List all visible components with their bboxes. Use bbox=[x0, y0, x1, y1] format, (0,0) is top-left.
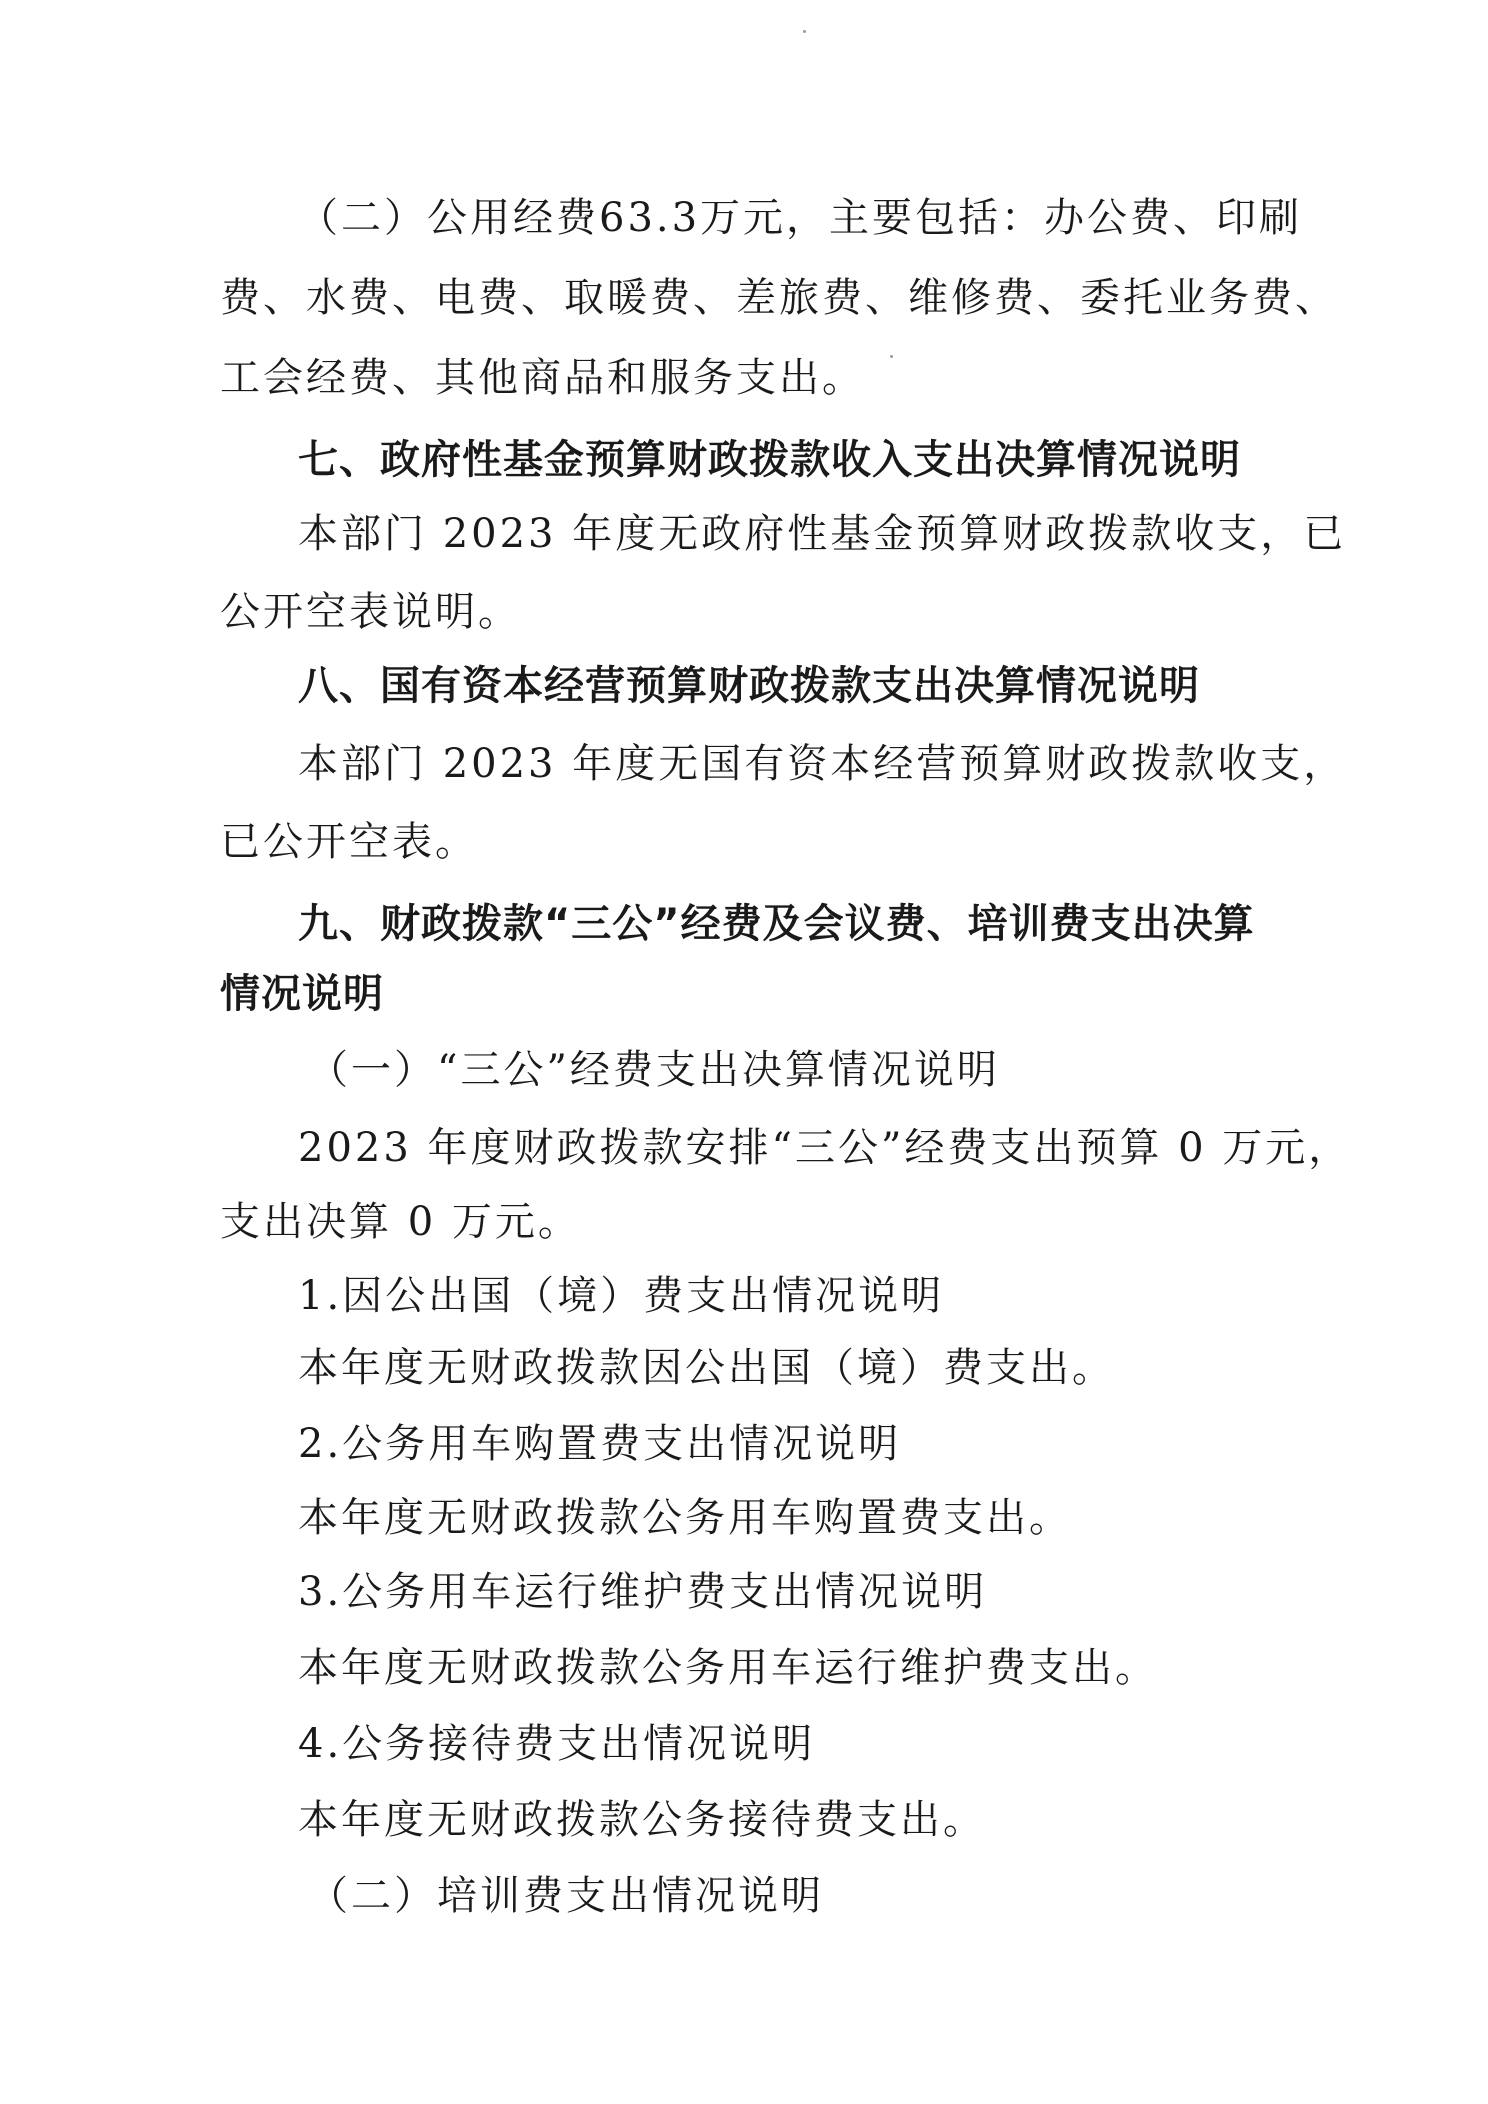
scan-speck bbox=[803, 30, 806, 33]
item-title: 4.公务接待费支出情况说明 bbox=[298, 1721, 816, 1767]
section-heading: 七、政府性基金预算财政拨款收入支出决算情况说明 bbox=[298, 437, 1241, 483]
item-title: 1.因公出国（境）费支出情况说明 bbox=[298, 1273, 945, 1319]
subsection-heading: （一）“三公”经费支出决算情况说明 bbox=[308, 1047, 1000, 1093]
paragraph-line: 费、水费、电费、取暖费、差旅费、维修费、委托业务费、 bbox=[220, 275, 1338, 321]
item-body: 本年度无财政拨款因公出国（境）费支出。 bbox=[298, 1345, 1115, 1391]
paragraph-line: 2023 年度财政拨款安排“三公”经费支出预算 0 万元， bbox=[298, 1125, 1352, 1171]
section-heading: 情况说明 bbox=[220, 971, 384, 1017]
subsection-heading: （二）培训费支出情况说明 bbox=[308, 1873, 824, 1919]
paragraph-line: 工会经费、其他商品和服务支出。 bbox=[220, 355, 865, 401]
paragraph-line: 本部门 2023 年度无国有资本经营预算财政拨款收支， bbox=[298, 741, 1347, 787]
paragraph-line: 公开空表说明。 bbox=[220, 589, 521, 635]
paragraph-line: （二）公用经费63.3万元，主要包括：办公费、印刷 bbox=[298, 195, 1303, 241]
item-body: 本年度无财政拨款公务用车运行维护费支出。 bbox=[298, 1645, 1158, 1691]
paragraph-line: 本部门 2023 年度无政府性基金预算财政拨款收支，已 bbox=[298, 511, 1347, 557]
item-body: 本年度无财政拨款公务接待费支出。 bbox=[298, 1797, 986, 1843]
section-heading: 八、国有资本经营预算财政拨款支出决算情况说明 bbox=[298, 663, 1200, 709]
paragraph-line: 已公开空表。 bbox=[220, 819, 478, 865]
scan-speck bbox=[890, 355, 893, 358]
paragraph-line: 支出决算 0 万元。 bbox=[220, 1199, 581, 1245]
item-body: 本年度无财政拨款公务用车购置费支出。 bbox=[298, 1495, 1072, 1541]
section-heading: 九、财政拨款“三公”经费及会议费、培训费支出决算 bbox=[298, 901, 1255, 947]
item-title: 3.公务用车运行维护费支出情况说明 bbox=[298, 1569, 988, 1615]
item-title: 2.公务用车购置费支出情况说明 bbox=[298, 1421, 902, 1467]
